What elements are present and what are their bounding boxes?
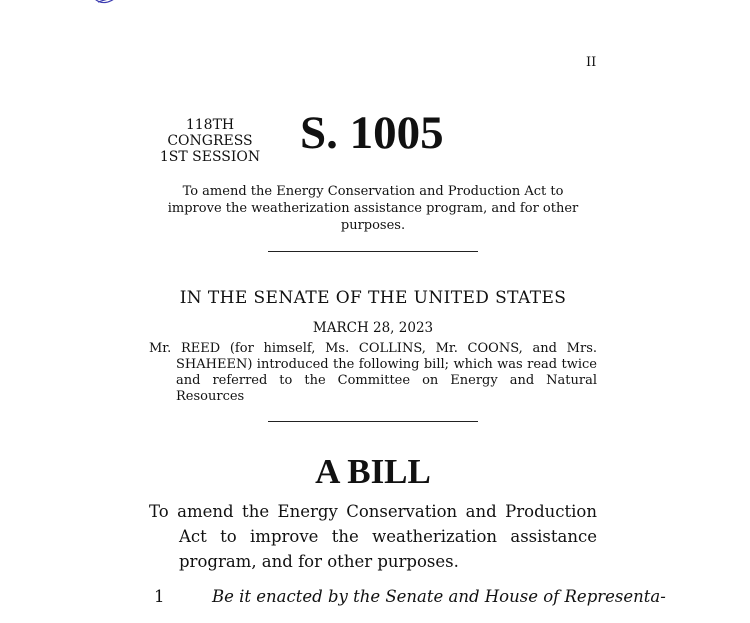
enacting-clause: Be it enacted by the Senate and House of Representa- (212, 587, 666, 606)
introduction-text: Mr. REED (for himself, Ms. COLLINS, Mr. COONS, and Mrs. SHAHEEN) introduced the following bill; which was read twice and referred to the Committee on Energy and Natural Resources (149, 341, 597, 404)
session-label: 1ST SESSION (159, 149, 261, 165)
divider (268, 251, 478, 252)
bill-heading: A BILL (315, 452, 431, 491)
version-mark: II (586, 55, 597, 70)
bill-title: To amend the Energy Conservation and Production Act to improve the weatherization assistance program, and for other purposes. (149, 502, 597, 571)
line-number: 1 (154, 587, 165, 606)
chamber-heading: IN THE SENATE OF THE UNITED STATES (179, 288, 567, 308)
bill-number: S. 1005 (300, 107, 444, 159)
introduction-date: MARCH 28, 2023 (312, 320, 434, 336)
congress-session (149, 117, 271, 165)
signature-stamp-icon (70, 0, 130, 16)
congress-label: 118TH CONGRESS (167, 117, 253, 149)
bill-subject: To amend the Energy Conservation and Production Act to improve the weatherization assistance program, and for other purposes. (167, 184, 579, 233)
divider (268, 421, 478, 422)
